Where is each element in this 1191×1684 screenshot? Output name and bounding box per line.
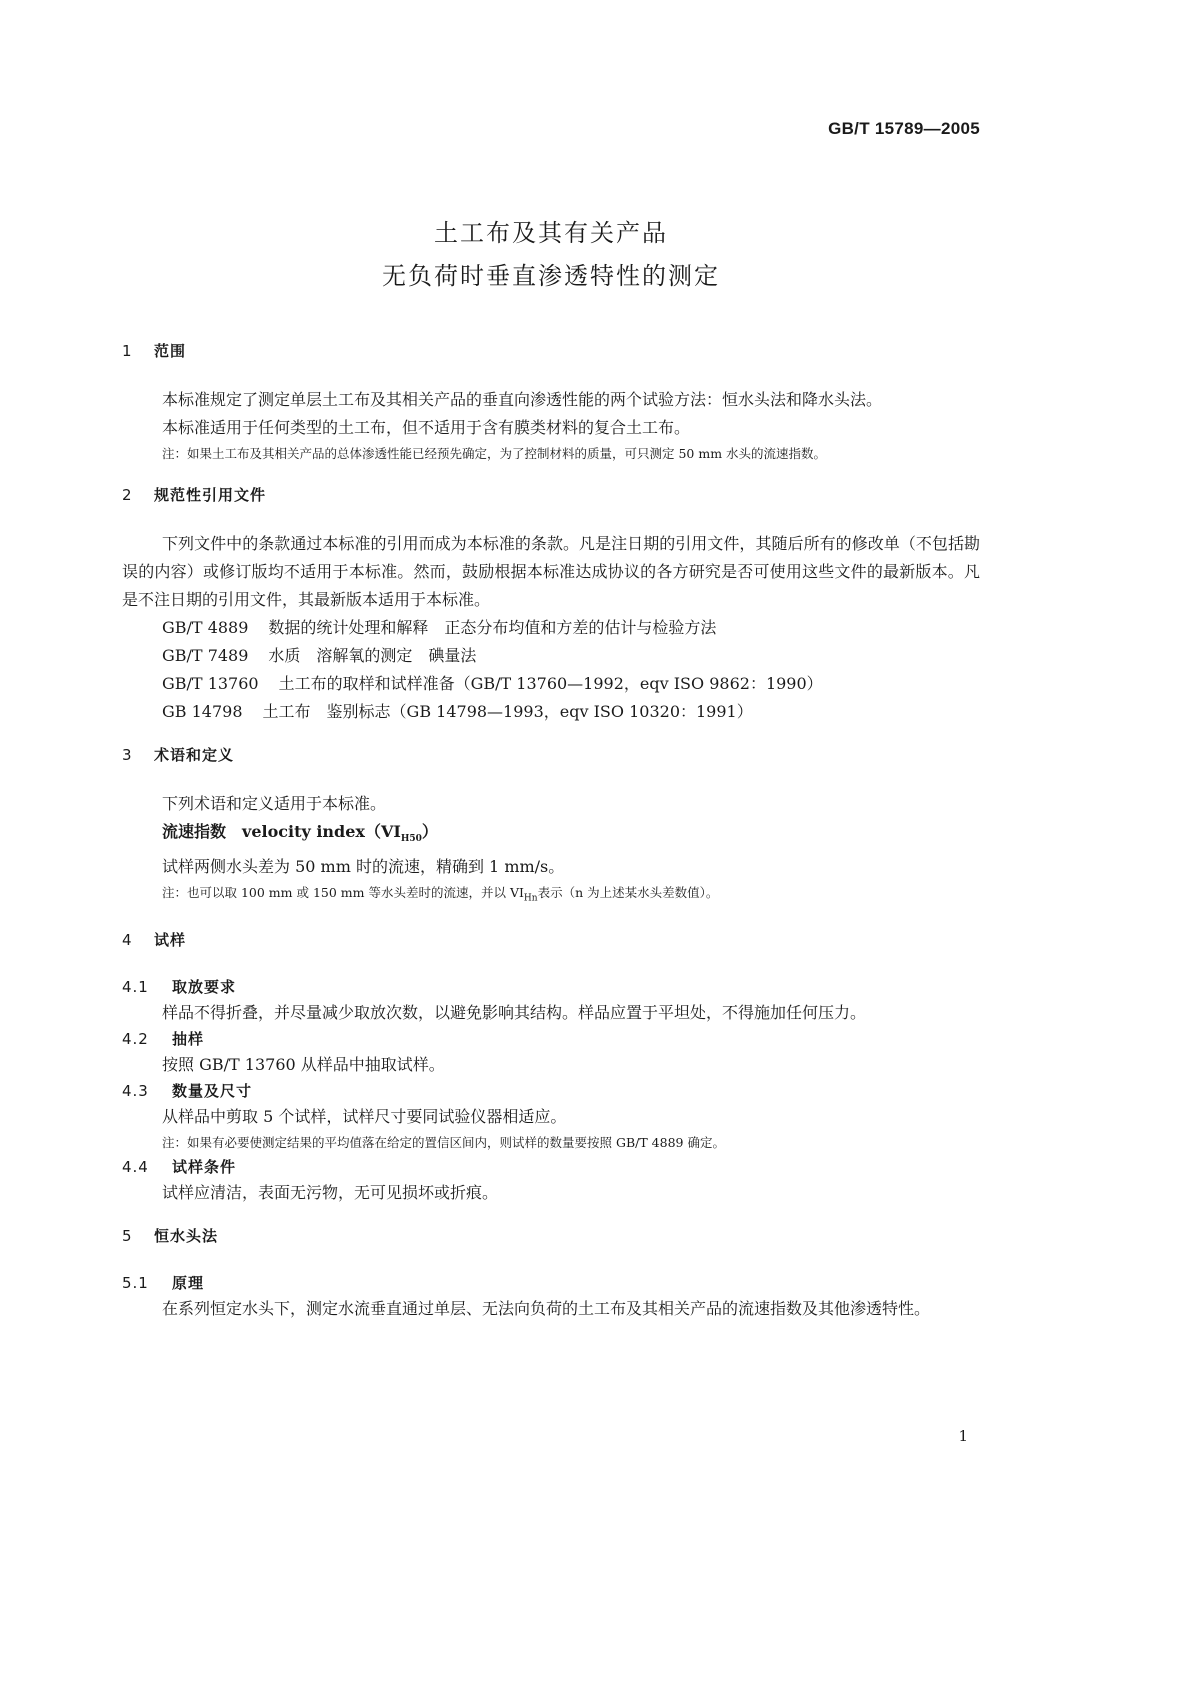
term-note-tail: 表示（n 为上述某水头差数值）。 — [537, 885, 719, 901]
scope-note: 注：如果土工布及其相关产品的总体渗透性能已经预先确定，为了控制材料的质量，可只测定 50 mm 水头的流速指数。 — [162, 446, 827, 461]
section-title: 术语和定义 — [154, 746, 235, 764]
term-note — [122, 881, 980, 911]
page-number: 1 — [958, 1427, 968, 1445]
subsection-title: 数量及尺寸 — [172, 1081, 253, 1100]
subsection-title: 原理 — [172, 1273, 205, 1292]
subsection-4-3-text: 从样品中剪取 5 个试样，试样尺寸要同试验仪器相适应。 — [162, 1106, 567, 1126]
reference-item — [122, 614, 980, 642]
document-title-line2: 无负荷时垂直渗透特性的测定 — [382, 262, 720, 290]
subsection-5-1-text: 在系列恒定水头下，测定水流垂直通过单层、无法向负荷的土工布及其相关产品的流速指数及其他渗透特性。 — [162, 1298, 931, 1318]
scope-paragraph-2: 本标准适用于任何类型的土工布，但不适用于含有膜类材料的复合土工布。 — [162, 418, 691, 437]
section-number: 3 — [122, 746, 133, 764]
reference-item — [122, 670, 980, 698]
term-english: velocity index（VI — [242, 822, 401, 841]
reference-title: 土工布 鉴别标志（GB 14798—1993，eqv ISO 10320：1991） — [262, 702, 753, 721]
term-note-subscript: Hn — [523, 893, 538, 904]
normative-refs-paragraph: 下列文件中的条款通过本标准的引用而成为本标准的条款。凡是注日期的引用文件，其随后所有的修改单（不包括勘误的内容）或修订版均不适用于本标准。然而，鼓励根据本标准达成协议的各方研究是否可使用这些文件的最新版本。凡是不注日期的引用文件，其最新版本适用于本标准。 — [122, 534, 980, 609]
reference-code: GB/T 4889 — [162, 618, 249, 637]
reference-code: GB/T 13760 — [162, 674, 259, 693]
subsection-4-4-text: 试样应清洁，表面无污物，无可见损坏或折痕。 — [162, 1182, 499, 1202]
subsection-title: 抽样 — [172, 1029, 205, 1048]
reference-title: 水质 溶解氧的测定 碘量法 — [268, 646, 477, 665]
subsection-4-2-heading — [122, 1027, 980, 1051]
section-number: 2 — [122, 486, 133, 504]
reference-item — [122, 642, 980, 670]
section-number: 5 — [122, 1226, 133, 1245]
subsection-number: 4.1 — [122, 977, 149, 996]
term-entry — [122, 818, 980, 853]
section-number: 1 — [122, 342, 133, 360]
section-title: 规范性引用文件 — [154, 486, 267, 504]
reference-title: 数据的统计处理和解释 正态分布均值和方差的估计与检验方法 — [268, 618, 717, 637]
section-4-heading — [122, 929, 980, 951]
scope-paragraph-1: 本标准规定了测定单层土工布及其相关产品的垂直向渗透性能的两个试验方法：恒水头法和降水头法。 — [162, 390, 883, 409]
subsection-number: 4.2 — [122, 1029, 149, 1048]
subsection-5-1-heading — [122, 1271, 980, 1295]
reference-item — [122, 698, 980, 726]
document-body — [122, 340, 980, 1323]
document-title-line1: 土工布及其有关产品 — [434, 219, 668, 247]
section-title: 范围 — [154, 342, 187, 360]
standard-code: GB/T 15789—2005 — [828, 119, 980, 138]
section-5-heading — [122, 1225, 980, 1247]
reference-code: GB 14798 — [162, 702, 243, 721]
section-title: 试样 — [154, 930, 187, 949]
term-close: ） — [421, 822, 438, 841]
term-chinese: 流速指数 — [162, 822, 227, 841]
reference-title: 土工布的取样和试样准备（GB/T 13760—1992，eqv ISO 9862：1990） — [278, 674, 823, 693]
section-title: 恒水头法 — [154, 1226, 219, 1245]
subsection-number: 4.4 — [122, 1157, 149, 1176]
section-2-heading — [122, 484, 980, 506]
subsection-4-3-note: 注：如果有必要使测定结果的平均值落在给定的置信区间内，则试样的数量要按照 GB/T 4889 确定。 — [162, 1134, 725, 1150]
subsection-4-1-heading — [122, 975, 980, 999]
terms-intro: 下列术语和定义适用于本标准。 — [162, 794, 387, 813]
subsection-4-4-heading — [122, 1155, 980, 1179]
subsection-4-1-text: 样品不得折叠，并尽量减少取放次数，以避免影响其结构。样品应置于平坦处，不得施加任何压力。 — [162, 1002, 867, 1022]
section-3-heading — [122, 744, 980, 766]
subsection-title: 取放要求 — [172, 977, 237, 996]
term-definition: 试样两侧水头差为 50 mm 时的流速，精确到 1 mm/s。 — [162, 857, 565, 877]
subsection-4-3-heading — [122, 1079, 980, 1103]
subsection-number: 4.3 — [122, 1081, 149, 1100]
section-number: 4 — [122, 930, 133, 949]
subsection-number: 5.1 — [122, 1273, 149, 1292]
section-1-heading — [122, 340, 980, 362]
term-subscript: H50 — [400, 834, 422, 845]
subsection-4-2-text: 按照 GB/T 13760 从样品中抽取试样。 — [162, 1054, 445, 1074]
term-note-text: 注：也可以取 100 mm 或 150 mm 等水头差时的流速，并以 VI — [162, 885, 524, 901]
reference-code: GB/T 7489 — [162, 646, 249, 665]
subsection-title: 试样条件 — [172, 1157, 237, 1176]
